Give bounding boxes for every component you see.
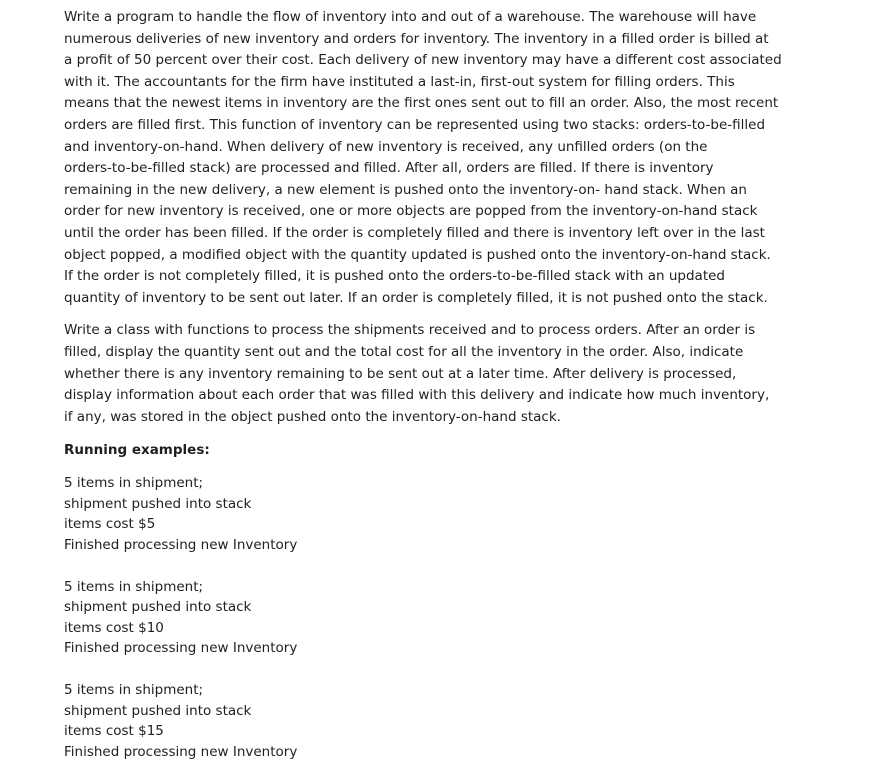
text-line: a profit of 50 percent over their cost. Each delivery of new inventory may have a different cost associated — [64, 52, 782, 69]
example-block — [64, 473, 844, 555]
example-block — [64, 577, 844, 659]
example-line: shipment pushed into stack — [64, 495, 252, 512]
text-line: Write a class with functions to process the shipments received and to process orders. After an order is — [64, 322, 756, 339]
problem-paragraph-2 — [64, 320, 844, 428]
example-line: 5 items in shipment; — [64, 578, 204, 595]
text-line: with it. The accountants for the firm have instituted a last-in, first-out system for filling orders. This — [64, 73, 735, 90]
example-line: shipment pushed into stack — [64, 599, 252, 616]
example-line: 5 items in shipment; — [64, 682, 204, 699]
document-body — [64, 7, 844, 783]
example-line: items cost $15 — [64, 723, 164, 740]
text-line: remaining in the new delivery, a new element is pushed onto the inventory-on- hand stack. When an — [64, 181, 747, 198]
example-line: shipment pushed into stack — [64, 702, 252, 719]
example-line: items cost $5 — [64, 516, 156, 533]
text-line: quantity of inventory to be sent out later. If an order is completely filled, it is not pushed onto the stack. — [64, 289, 768, 306]
problem-paragraph-1 — [64, 7, 844, 309]
text-line: whether there is any inventory remaining to be sent out at a later time. After delivery is processed, — [64, 365, 737, 382]
example-line: Finished processing new Inventory — [64, 537, 298, 554]
example-line: 5 items in shipment; — [64, 475, 204, 492]
text-line: means that the newest items in inventory are the first ones sent out to fill an order. Also, the most recent — [64, 95, 779, 112]
text-line: filled, display the quantity sent out and the total cost for all the inventory in the order. Also, indicate — [64, 343, 744, 360]
text-line: orders-to-be-filled stack) are processed and filled. After all, orders are filled. If there is inventory — [64, 160, 714, 177]
text-line: If the order is not completely filled, it is pushed onto the orders-to-be-filled stack with an updated — [64, 268, 725, 285]
example-line: items cost $10 — [64, 619, 164, 636]
example-block — [64, 680, 844, 762]
text-line: if any, was stored in the object pushed onto the inventory-on-hand stack. — [64, 408, 561, 425]
text-line: order for new inventory is received, one or more objects are popped from the inventory-on-hand stack — [64, 203, 758, 220]
example-line: Finished processing new Inventory — [64, 743, 298, 760]
text-line: orders are filled first. This function of inventory can be represented using two stacks: orders-to-be-filled — [64, 116, 766, 133]
text-line: Write a program to handle the flow of inventory into and out of a warehouse. The warehouse will have — [64, 9, 757, 25]
example-line: Finished processing new Inventory — [64, 640, 298, 657]
text-line: until the order has been filled. If the order is completely filled and there is inventory left over in the last — [64, 224, 765, 241]
text-line: numerous deliveries of new inventory and orders for inventory. The inventory in a filled order is billed at — [64, 30, 769, 47]
text-line: and inventory-on-hand. When delivery of new inventory is received, any unfilled orders (on the — [64, 138, 708, 155]
text-line: object popped, a modified object with the quantity updated is pushed onto the inventory-on-hand stack. — [64, 246, 771, 263]
running-examples-heading: Running examples: — [64, 442, 210, 459]
text-line: display information about each order that was filled with this delivery and indicate how much inventory, — [64, 387, 770, 404]
